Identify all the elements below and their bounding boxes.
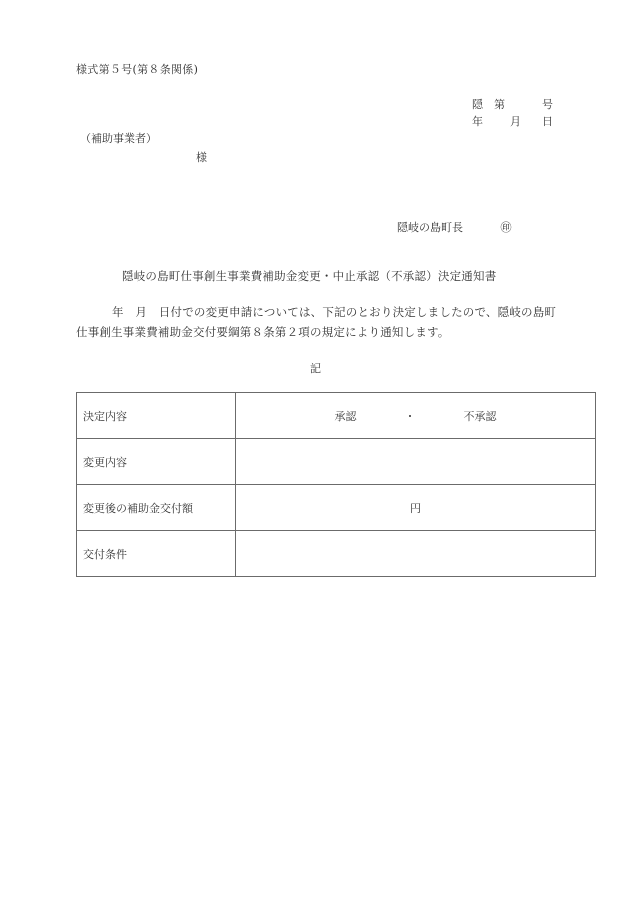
- table-row-conditions: [77, 531, 596, 577]
- doc-number-dai: 第: [494, 98, 505, 111]
- date-month: 月: [510, 115, 521, 128]
- decision-options: [236, 393, 596, 439]
- issuer: [397, 219, 512, 235]
- form-number: 様式第５号(第８条関係): [76, 63, 199, 76]
- doc-number-go: 号: [542, 98, 553, 111]
- row-value: [236, 439, 596, 485]
- row-label: 交付条件: [77, 531, 236, 577]
- option-reject: 不承認: [463, 409, 497, 423]
- recipient-label: （補助事業者）: [80, 132, 157, 145]
- document-number: [472, 96, 553, 112]
- document-title: 隠岐の島町仕事創生事業費補助金変更・中止承認（不承認）決定通知書: [122, 269, 497, 283]
- table-row-change-content: [77, 439, 596, 485]
- row-value: [236, 531, 596, 577]
- ki-heading: 記: [310, 362, 321, 375]
- table-row-decision: [77, 393, 596, 439]
- decision-table: [76, 392, 596, 577]
- doc-number-prefix: 隠: [472, 98, 483, 111]
- recipient-honorific: 様: [196, 151, 207, 164]
- document-date: [472, 113, 553, 129]
- row-label: 変更内容: [77, 439, 236, 485]
- body-paragraph: 年 月 日付での変更申請については、下記のとおり決定しましたので、隠岐の島町仕事創生事業費補助金交付要綱第８条第２項の規定により通知します。: [76, 305, 557, 339]
- row-value: 円: [236, 485, 596, 531]
- seal-mark-icon: ㊞: [500, 221, 512, 234]
- option-separator: ・: [404, 409, 416, 423]
- option-approve: 承認: [334, 409, 357, 423]
- table-row-amount: [77, 485, 596, 531]
- row-label: 決定内容: [77, 393, 236, 439]
- date-day: 日: [542, 115, 553, 128]
- issuer-name: 隠岐の島町長: [397, 221, 463, 234]
- date-year: 年: [472, 115, 483, 128]
- row-label: 変更後の補助金交付額: [77, 485, 236, 531]
